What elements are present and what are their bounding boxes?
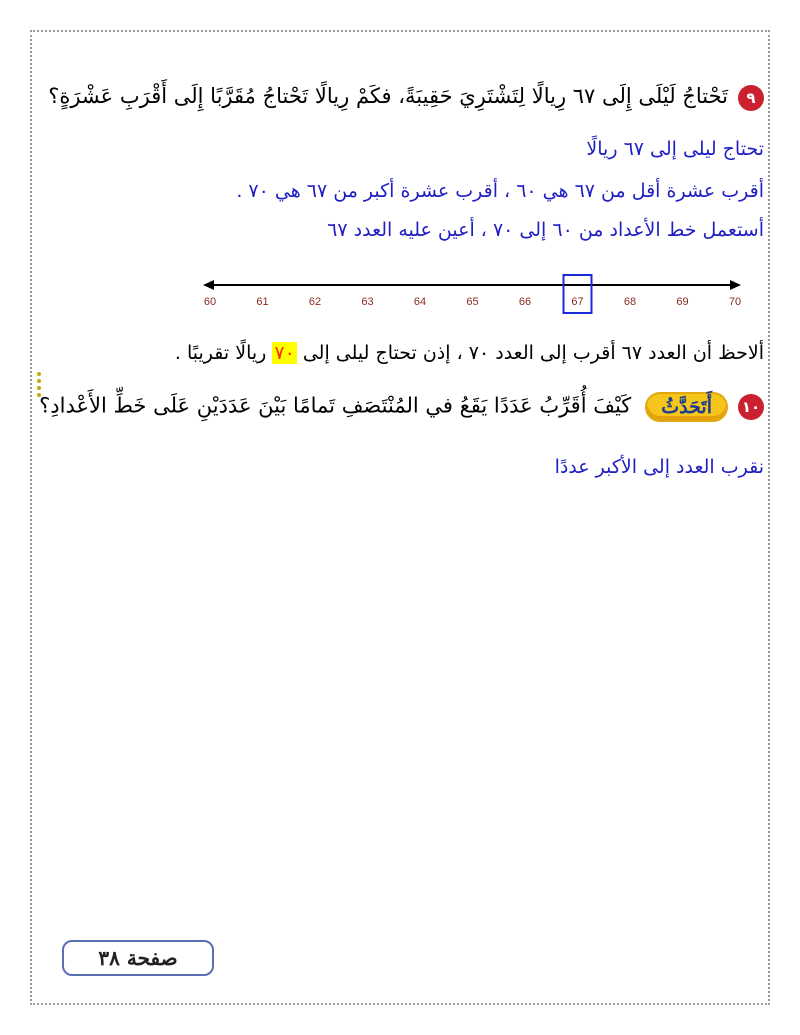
answer-10: نقرب العدد إلى الأكبر عددًا bbox=[554, 456, 764, 478]
question-number-badge: ٩ bbox=[738, 85, 764, 111]
tick-label-61: 61 bbox=[256, 296, 269, 308]
tick-label-62: 62 bbox=[308, 296, 322, 308]
tick-label-65: 65 bbox=[466, 296, 479, 308]
tick-label-69: 69 bbox=[676, 296, 689, 308]
question-10 bbox=[39, 392, 764, 422]
question-text: تَحْتاجُ لَيْلَى إِلَى ٦٧ رِيالًا لِتَشْتَرِيَ حَقِيبَةً، فكَمْ رِيالًا تَحْتاجُ مُقَرَّبًا إِلَى أَقْرَبِ عَشْرَةٍ؟ bbox=[48, 84, 728, 108]
conclusion-text-before: ألاحظ أن العدد ٦٧ أقرب إلى العدد ٧٠ ، إذن تحتاج ليلى إلى bbox=[302, 342, 764, 364]
tick-label-68: 68 bbox=[623, 296, 637, 308]
tick-label-63: 63 bbox=[361, 296, 374, 308]
tick-label-66: 66 bbox=[518, 296, 532, 308]
arrow-left-icon bbox=[203, 280, 214, 290]
number-line bbox=[0, 268, 800, 328]
answer-line-2: أقرب عشرة أقل من ٦٧ هي ٦٠ ، أقرب عشرة أكبر من ٦٧ هي ٧٠ . bbox=[236, 180, 764, 202]
tick-label-64: 64 bbox=[413, 296, 427, 308]
conclusion-text-after: ريالًا تقريبًا . bbox=[174, 342, 267, 364]
tick-label-70: 70 bbox=[728, 296, 742, 308]
highlighted-answer: ٧٠ bbox=[274, 342, 295, 364]
arrow-right-icon bbox=[730, 280, 741, 290]
conclusion bbox=[175, 342, 764, 364]
tick-label-67: 67 bbox=[571, 296, 584, 308]
speak-badge: أَتَحَدَّثُ bbox=[645, 392, 728, 422]
tick-label-60: 60 bbox=[203, 296, 217, 308]
page-border bbox=[30, 30, 770, 1005]
question-9 bbox=[48, 84, 764, 111]
question-number-badge: ١٠ bbox=[738, 394, 764, 420]
page-number-box: صفحة ٣٨ bbox=[62, 940, 214, 976]
answer-line-3: أستعمل خط الأعداد من ٦٠ إلى ٧٠ ، أعين عليه العدد ٦٧ bbox=[327, 219, 764, 241]
answer-line-1: تحتاج ليلى إلى ٦٧ ريالًا bbox=[586, 138, 764, 160]
question-text: كَيْفَ أُقَرِّبُ عَدَدًا يَقَعُ في المُنْتَصَفِ تَمامًا بَيْنَ عَدَدَيْنِ عَلَى خَطِّ الأَعْدادِ؟ bbox=[39, 393, 632, 418]
